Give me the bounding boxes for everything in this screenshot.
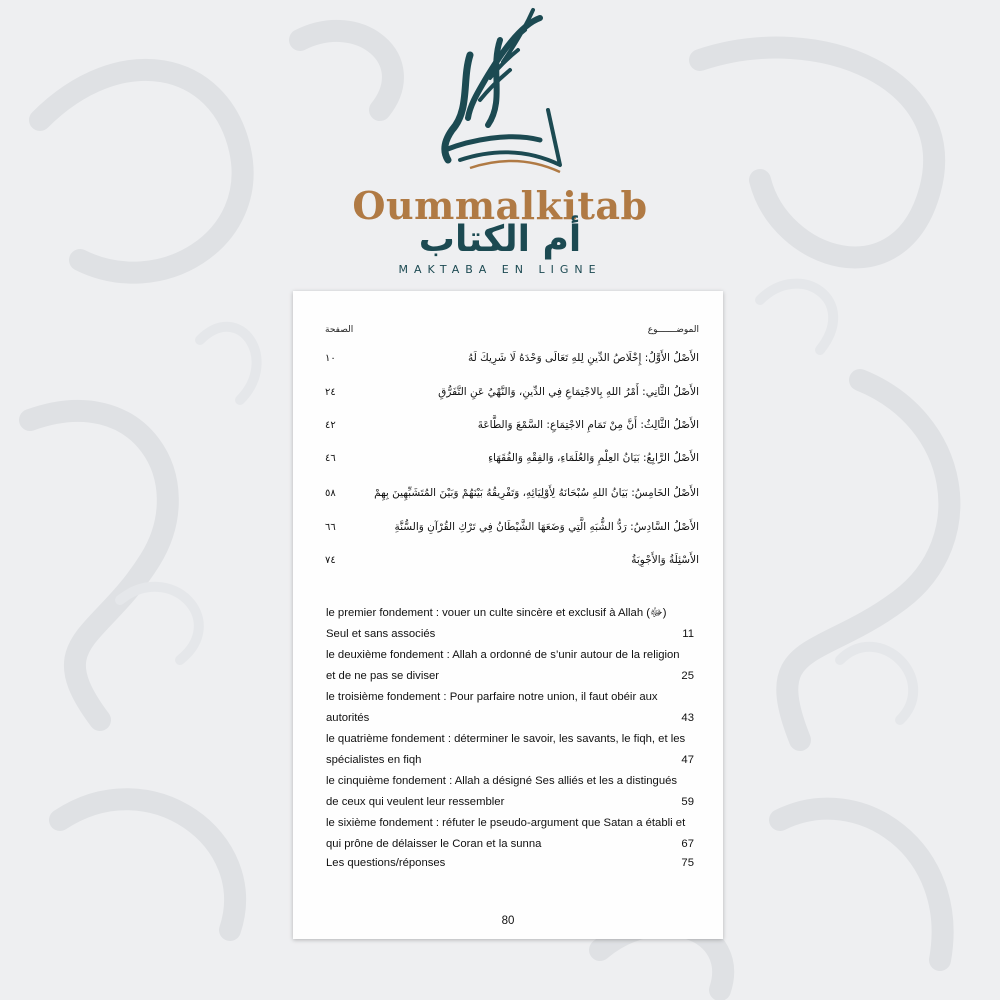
french-toc-entry: [326, 687, 694, 729]
french-toc-title-line2: Seul et sans associés: [326, 628, 436, 640]
brand-logo: [0, 0, 1000, 290]
french-toc-page: 25: [681, 670, 694, 682]
arabic-toc-row: [325, 414, 699, 436]
arabic-toc-page: ٤٢: [325, 419, 336, 431]
french-toc-page: 75: [681, 857, 694, 869]
french-toc-title-line1: le quatrième fondement : déterminer le savoir, les savants, le fiqh, et les: [326, 733, 686, 745]
brand-name-latin: Oummalkitab: [352, 183, 648, 228]
arabic-toc-row: [325, 381, 699, 403]
arabic-toc-page: ٥٨: [325, 487, 336, 499]
arabic-toc-title: الأَصْلُ الثَّالِثُ: أَنَّ مِنْ تَمَامِ الاجْتِمَاعِ: السَّمْعَ وَالطَّاعَةَ: [477, 419, 699, 431]
arabic-header-page: الصفحة: [325, 325, 354, 335]
french-toc-entry: [326, 645, 694, 687]
french-toc-title-line1: Les questions/réponses: [326, 857, 446, 869]
arabic-toc-title: الأَصْلُ الأَوَّلُ: إِخْلَاصُ الدِّينِ لِلهِ تَعَالَى وَحْدَهُ لَا شَرِيكَ لَهُ: [467, 352, 699, 364]
arabic-toc-page: ٢٤: [325, 386, 336, 398]
arabic-toc-title: الأَصْلُ الثَّانِي: أَمْرُ اللهِ بِالاجْتِمَاعِ فِي الدِّينِ، وَالنَّهْيُ عَنِ التَّفَرُّقِ: [438, 386, 699, 398]
french-toc-title-line2: autorités: [326, 712, 370, 724]
french-toc-page: 43: [681, 712, 694, 724]
arabic-toc-row: [325, 447, 699, 469]
french-toc-title-line2: qui prône de délaisser le Coran et la sunna: [326, 838, 542, 850]
arabic-toc-title: الأَسْئِلَةُ وَالأَجْوِبَةُ: [631, 554, 699, 566]
french-toc-entry: [326, 813, 694, 855]
french-toc-title-line2: et de ne pas se diviser: [326, 670, 440, 682]
french-toc-entry: [326, 853, 694, 874]
arabic-toc-row: [325, 516, 699, 538]
brand-tagline: MAKTABA EN LIGNE: [398, 263, 602, 276]
french-toc-title-line1: le premier fondement : vouer un culte sincère et exclusif à Allah (ﷻ): [326, 607, 667, 619]
arabic-toc-row: [325, 482, 699, 504]
arabic-toc-row: [325, 549, 699, 571]
arabic-toc-title: الأَصْلُ الخَامِسُ: بَيَانُ اللهِ سُبْحَانَهُ لِأَوْلِيَائِهِ، وَتَفْرِيقُهُ بَيْنَهُمْ وَبَيْنَ المُتَشَبِّهِينَ بِهِمْ: [374, 487, 699, 499]
french-toc-title-line1: le cinquième fondement : Allah a désigné Ses alliés et les a distingués: [326, 775, 678, 787]
french-toc-entry: [326, 729, 694, 771]
arabic-toc-title: الأَصْلُ السَّادِسُ: رَدُّ الشُّبَهِ الَّتِي وَضَعَهَا الشَّيْطَانُ فِي تَرْكِ القُرْآنِ وَالسُّنَّةِ: [394, 521, 699, 533]
quill-book-logo-icon: [0, 0, 1000, 185]
french-toc-title-line1: le deuxième fondement : Allah a ordonné de s’unir autour de la religion: [326, 649, 680, 661]
arabic-toc-page: ٧٤: [325, 554, 336, 566]
french-toc-title-line1: le troisième fondement : Pour parfaire notre union, il faut obéir aux: [326, 691, 658, 703]
arabic-toc-title: الأَصْلُ الرَّابِعُ: بَيَانُ العِلْمِ وَالعُلَمَاءِ، وَالفِقْهِ وَالفُقَهَاءِ: [488, 452, 699, 464]
french-toc-page: 59: [681, 796, 694, 808]
french-toc-entry: [326, 771, 694, 813]
brand-name-arabic: أم الكتاب: [418, 219, 582, 260]
french-toc-title-line2: spécialistes en fiqh: [326, 754, 422, 766]
arabic-toc-page: ١٠: [325, 352, 336, 364]
french-toc-page: 67: [681, 838, 694, 850]
french-toc-page: 47: [681, 754, 694, 766]
french-toc-entry: [326, 603, 694, 645]
french-toc-page: 11: [682, 628, 694, 640]
french-toc-title-line1: le sixième fondement : réfuter le pseudo-argument que Satan a établi et: [326, 817, 686, 829]
page-number: 80: [501, 915, 515, 927]
arabic-header-topic: الموضـــــــوع: [647, 325, 699, 335]
french-toc-title-line2: de ceux qui veulent leur ressembler: [326, 796, 505, 808]
arabic-toc-page: ٤٦: [325, 452, 336, 464]
arabic-toc-row: [325, 347, 699, 369]
book-page: [293, 291, 723, 939]
arabic-toc-page: ٦٦: [325, 521, 336, 533]
arabic-toc-header: [325, 325, 699, 341]
